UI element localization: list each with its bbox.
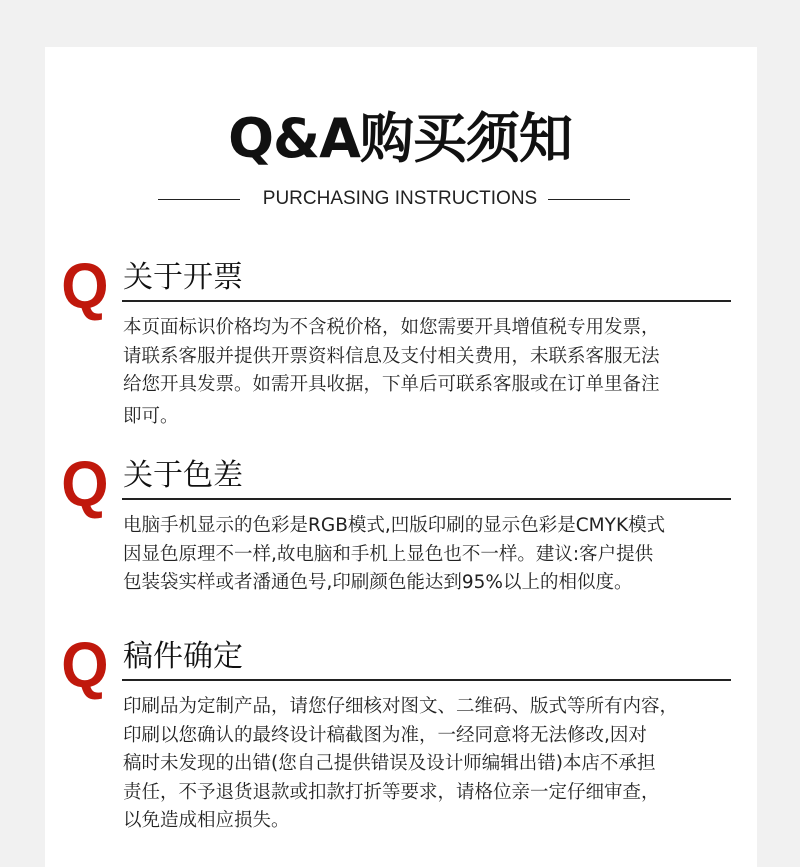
section-rule [122, 300, 731, 302]
section-body [123, 512, 743, 598]
body-line: 本页面标识价格均为不含税价格，如您需要开具增值税专用发票， [123, 317, 660, 338]
q-marker: Q [61, 448, 109, 520]
page-title: Q&A购买须知 [228, 107, 572, 170]
body-line: 印刷以您确认的最终设计稿截图为准，一经同意将无法修改,因对 [123, 724, 647, 746]
body-line: 给您开具发票。如需开具收据，下单后可联系客服或在订单里备注 [123, 374, 660, 395]
body-line: 因显色原理不一样,故电脑和手机上显色也不一样。建议:客户提供 [123, 543, 654, 565]
body-line: 稿时未发现的出错(您自己提供错误及设计师编辑出错)本店不承担 [123, 753, 656, 774]
divider-right [548, 199, 630, 200]
body-line: 印刷品为定制产品，请您仔细核对图文、二维码、版式等所有内容， [123, 696, 679, 717]
section-rule [122, 498, 731, 500]
section-heading: 关于色差 [123, 458, 243, 493]
body-line: 以免造成相应损失。 [123, 810, 290, 831]
section-heading: 稿件确定 [123, 639, 243, 674]
body-line: 电脑手机显示的色彩是RGB模式,凹版印刷的显示色彩是CMYK模式 [123, 515, 666, 536]
page-subtitle: PURCHASING INSTRUCTIONS [262, 188, 538, 209]
section-rule [122, 679, 731, 681]
body-line: 包装袋实样或者潘通色号,印刷颜色能达到95%以上的相似度。 [123, 572, 633, 593]
q-marker: Q [61, 629, 109, 701]
section-body [123, 693, 743, 836]
q-marker: Q [61, 250, 109, 322]
section-body [123, 314, 743, 431]
body-line: 请联系客服并提供开票资料信息及支付相关费用，未联系客服无法 [123, 345, 660, 367]
body-line: 即可。 [123, 405, 179, 427]
body-line: 责任，不予退货退款或扣款打折等要求，请格位亲一定仔细审查， [123, 781, 660, 803]
section-heading: 关于开票 [123, 260, 243, 295]
